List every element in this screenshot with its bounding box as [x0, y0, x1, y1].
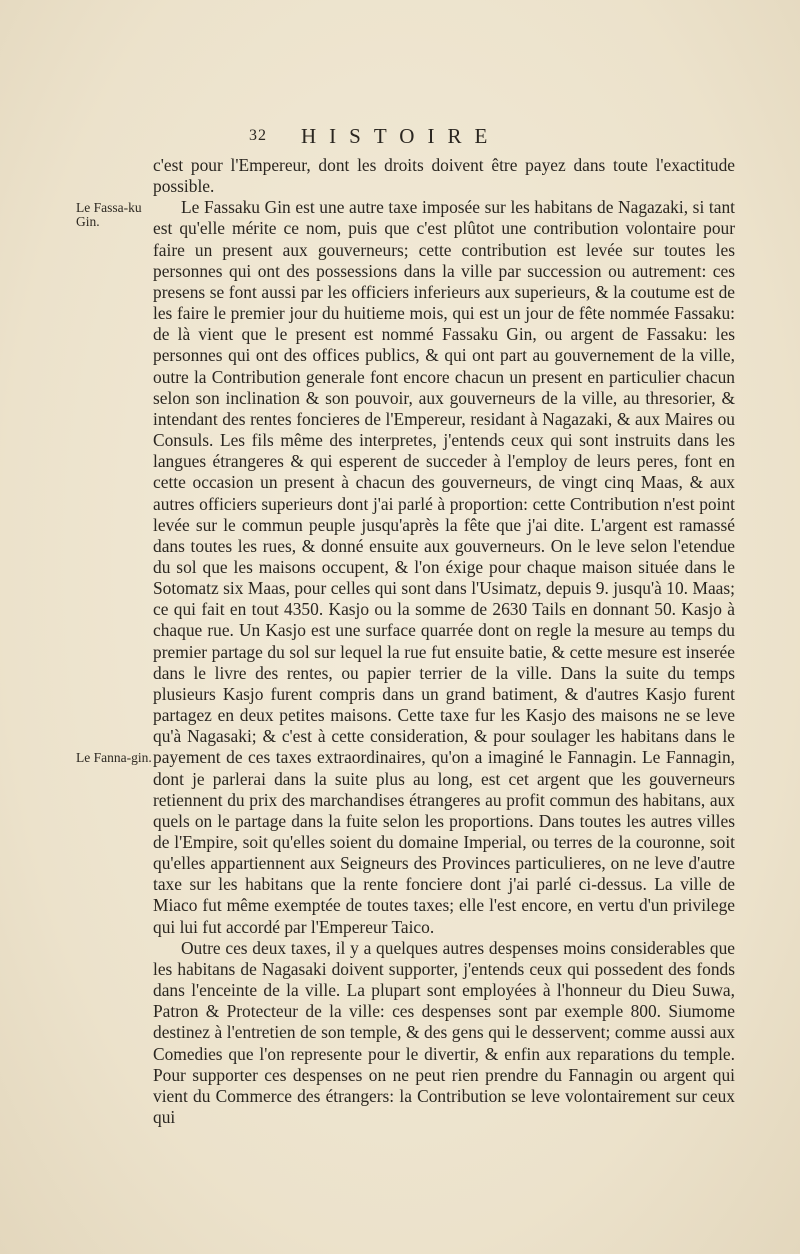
paragraph-continued: c'est pour l'Empereur, dont les droits doivent être payez dans toute l'exactitude possible.	[153, 155, 735, 197]
paragraph-other-expenses: Outre ces deux taxes, il y a quelques autres despenses moins considerables que les habitans de Nagasaki doivent supporter, j'entends ceux qui possedent des fonds dans l'enceinte de la ville. La plupart sont employées à l'honneur du Dieu Suwa, Patron & Protecteur de la ville: ces despenses sont par exemple 800. Siumome destinez à l'entretien de son temple, & des gens qui le desservent; comme aussi aux Comedies que l'on represente pour le divertir, & enfin aux reparations du temple. Pour supporter ces despenses on ne peut rien prendre du Fannagin ou argent qui vient du Commerce des étrangers: la Contribution se leve volontairement sur ceux qui	[153, 937, 735, 1128]
margin-note-fannagin: Le Fanna-gin.	[76, 750, 152, 765]
running-title: HISTOIRE	[301, 124, 501, 148]
body-text	[153, 155, 735, 1128]
page-header	[249, 124, 769, 148]
page-number: 32	[249, 127, 267, 144]
paragraph-fassaku-gin: Le Fassaku Gin est une autre taxe imposée sur les habitans de Nagazaki, si tant est qu'elle mérite ce nom, puis que c'est plûtot une contribution volontaire pour faire un present aux gouverneurs; cette contribution est levée sur toutes les personnes qui ont des possessions dans la ville par succession ou autrement: ces presens se font aussi par les officiers inferieurs aux superieurs, & la coutume est de les faire le premier jour du huitieme mois, qui est un jour de fête nommée Fassaku: de là vient que le present est nommé Fassaku Gin, ou argent de Fassaku: les personnes qui ont des offices publics, & qui ont part au gouvernement de la ville, outre la Contribution generale font encore chacun un present en particulier chacun selon son inclination & son pouvoir, aux gouverneurs de la ville, au thresorier, & intendant des rentes foncieres de l'Empereur, residant à Nagazaki, & aux Maires ou Consuls. Les fils même des interpretes, j'entends ceux qui sont instruits dans les langues étrangeres & qui esperent de succeder à l'employ de leurs peres, font en cette occasion un present à chacun des gouverneurs, de vingt cinq Maas, & aux autres officiers superieurs dont j'ai parlé à proportion: cette Contribution n'est point levée sur le commun peuple jusqu'après la fête que j'ai dite. L'argent est ramassé dans toutes les rues, & donné ensuite aux gouverneurs. On le leve selon l'etendue du sol que les maisons occupent, & l'on éxige pour chaque maison située dans le Sotomatz six Maas, pour celles qui sont dans l'Usimatz, depuis 9. jusqu'à 10. Maas; ce qui fait en tout 4350. Kasjo ou la somme de 2630 Tails en donnant 50. Kasjo à chaque rue. Un Kasjo est une surface quarrée dont on regle la mesure au temps du premier partage du sol sur lequel la rue fut ensuite batie, & cette mesure est inserée dans le livre des rentes, ou papier terrier de la ville. Dans la suite du temps plusieurs Kasjo furent compris dans un grand batiment, & d'autres Kasjo furent partagez en deux petites maisons. Cette taxe fur les Kasjo des maisons ne se leve qu'à Nagasaki; & c'est à cette consideration, & pour soulager les habitans dans le payement de ces taxes extraordinaires, qu'on a imaginé le Fannagin. Le Fannagin, dont je parlerai dans la suite plus au long, est cet argent que les gouverneurs retiennent du prix des marchandises étrangeres au profit commun des habitans, aux quels on le partage dans la fuite selon les proportions. Dans toutes les autres villes de l'Empire, soit qu'elles soient du domaine Imperial, ou terres de la couronne, soit qu'elles appartiennent aux Seigneurs des Provinces particulieres, on ne leve d'autre taxe sur les habitans que la rente fonciere dont j'ai parlé ci-dessus. La ville de Miaco fut même exemptée de toutes taxes; elle l'est encore, en vertu d'un privilege qui lui fut accordé par l'Empereur Taico.	[153, 197, 735, 937]
margin-note-fassaku-gin: Le Fassa-ku Gin.	[76, 200, 142, 229]
